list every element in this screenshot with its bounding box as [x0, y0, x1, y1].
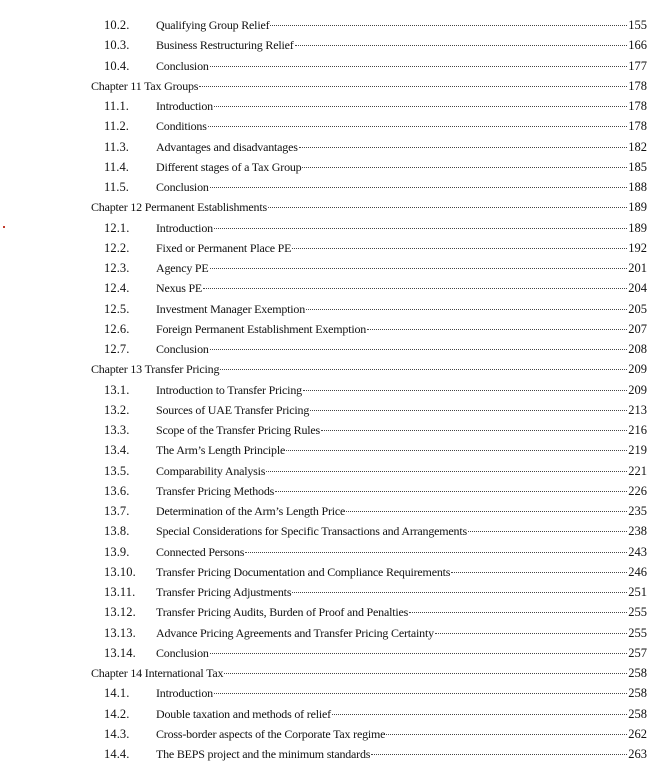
entry-line [156, 177, 647, 197]
entry-title[interactable]: Determination of the Arm’s Length Price [156, 504, 346, 518]
entry-line [156, 380, 647, 400]
section-number: 13.3. [104, 423, 130, 437]
entry-line [156, 683, 647, 703]
page-number[interactable]: 205 [628, 301, 647, 316]
entry-line [156, 96, 647, 116]
toc-section-entry[interactable] [0, 724, 655, 744]
entry-line [156, 35, 647, 55]
section-number: 11.1. [104, 99, 130, 113]
toc-section-entry[interactable] [0, 521, 655, 541]
entry-line [156, 724, 647, 744]
toc-section-entry[interactable] [0, 400, 655, 420]
entry-line [156, 542, 647, 562]
page-number[interactable]: 258 [628, 666, 647, 680]
section-number: 11.2. [104, 119, 130, 134]
toc-section-entry[interactable] [0, 704, 655, 724]
toc-section-entry[interactable] [0, 299, 655, 319]
dot-leader [303, 389, 627, 391]
entry-line [156, 238, 647, 258]
page-number[interactable]: 251 [628, 585, 647, 599]
toc-chapter-entry[interactable] [0, 663, 655, 683]
entry-line [156, 218, 647, 238]
dot-leader [468, 530, 627, 532]
toc-chapter-entry[interactable] [0, 359, 655, 379]
section-number: 13.1. [104, 382, 130, 397]
page-number[interactable]: 258 [628, 686, 647, 701]
page-number[interactable]: 209 [628, 382, 647, 397]
section-number: 13.11. [104, 585, 136, 599]
page-number[interactable]: 177 [628, 58, 647, 73]
section-number: 10.3. [104, 38, 130, 53]
toc-chapter-entry[interactable] [0, 197, 655, 217]
section-number: 13.7. [104, 504, 130, 518]
dot-leader [210, 267, 628, 269]
entry-line [156, 623, 647, 643]
dot-leader [210, 65, 628, 67]
section-number: 13.8. [104, 524, 130, 539]
entry-line [91, 197, 647, 217]
section-number: 12.5. [104, 301, 130, 316]
dot-leader [346, 510, 627, 512]
section-number: 13.10. [104, 564, 136, 579]
toc-section-entry[interactable] [0, 582, 655, 602]
entry-line [156, 481, 647, 501]
entry-line [156, 643, 647, 663]
toc-section-entry[interactable] [0, 542, 655, 562]
dot-leader [299, 146, 628, 148]
entry-line [91, 663, 647, 683]
dot-leader [310, 409, 627, 411]
dot-leader [321, 429, 627, 431]
entry-line [156, 582, 647, 602]
toc-section-entry[interactable] [0, 744, 655, 764]
dot-leader [203, 287, 627, 289]
entry-title[interactable]: Nexus PE [156, 281, 203, 296]
section-number: 14.3. [104, 726, 130, 741]
toc-section-entry[interactable] [0, 177, 655, 197]
entry-line [156, 258, 647, 278]
entry-title[interactable]: Conclusion [156, 58, 209, 73]
entry-title[interactable]: Transfer Pricing Audits, Burden of Proof and Penalties [156, 605, 409, 620]
toc-section-entry[interactable] [0, 643, 655, 663]
page-number[interactable]: 208 [628, 342, 647, 356]
entry-title[interactable]: Chapter 11 Tax Groups [91, 78, 199, 93]
entry-title[interactable]: Connected Persons [156, 544, 245, 559]
toc-section-entry[interactable] [0, 258, 655, 278]
dot-leader [214, 692, 627, 694]
section-number: 11.4. [104, 159, 130, 174]
page-number[interactable]: 182 [628, 139, 647, 154]
page-number[interactable]: 189 [628, 220, 647, 235]
entry-line [156, 521, 647, 541]
dot-leader [409, 611, 627, 613]
page-number[interactable]: 226 [628, 483, 647, 498]
entry-title[interactable]: Transfer Pricing Adjustments [156, 585, 292, 599]
section-number: 12.3. [104, 261, 130, 275]
toc-section-entry[interactable] [0, 238, 655, 258]
entry-line [91, 359, 647, 379]
entry-line [156, 299, 647, 319]
toc-section-entry[interactable] [0, 339, 655, 359]
entry-title[interactable]: Agency PE [156, 261, 209, 275]
dot-leader [386, 733, 627, 735]
entry-line [156, 319, 647, 339]
dot-leader [220, 368, 627, 370]
entry-title[interactable]: Qualifying Group Relief [156, 18, 270, 32]
dot-leader [286, 449, 627, 451]
entry-line [156, 400, 647, 420]
section-number: 11.3. [104, 139, 130, 154]
entry-line [156, 420, 647, 440]
section-number: 13.12. [104, 605, 136, 620]
dot-leader [208, 125, 628, 127]
dot-leader [451, 571, 627, 573]
toc-section-entry[interactable] [0, 481, 655, 501]
entry-title[interactable]: Double taxation and methods of relief [156, 706, 331, 721]
dot-leader [292, 247, 627, 249]
toc-section-entry[interactable] [0, 15, 655, 35]
dot-leader [266, 470, 627, 472]
toc-chapter-entry[interactable] [0, 76, 655, 96]
dot-leader [275, 490, 627, 492]
toc-section-entry[interactable] [0, 623, 655, 643]
entry-title[interactable]: Conclusion [156, 180, 209, 194]
page-number[interactable]: 185 [628, 159, 647, 174]
toc-section-entry[interactable] [0, 35, 655, 55]
toc-section-entry[interactable] [0, 683, 655, 703]
dot-leader [210, 652, 628, 654]
page-number[interactable]: 238 [628, 524, 647, 539]
entry-line [91, 76, 647, 96]
entry-title[interactable]: Scope of the Transfer Pricing Rules [156, 423, 320, 437]
toc-section-entry[interactable] [0, 319, 655, 339]
entry-title[interactable]: Investment Manager Exemption [156, 301, 306, 316]
entry-title[interactable]: Chapter 14 International Tax [91, 666, 224, 680]
entry-title[interactable]: Sources of UAE Transfer Pricing [156, 402, 310, 417]
toc-section-entry[interactable] [0, 380, 655, 400]
toc-section-entry[interactable] [0, 562, 655, 582]
page-number[interactable]: 216 [628, 423, 647, 437]
entry-line [156, 461, 647, 481]
dot-leader [210, 348, 628, 350]
section-number: 13.13. [104, 625, 136, 640]
page-number[interactable]: 221 [628, 463, 647, 478]
entry-title[interactable]: Introduction [156, 686, 213, 701]
entry-title[interactable]: Conclusion [156, 645, 209, 660]
page-number[interactable]: 192 [628, 240, 647, 255]
entry-title[interactable]: Cross-border aspects of the Corporate Tax regime [156, 726, 386, 741]
entry-title[interactable]: Conclusion [156, 342, 209, 356]
entry-title[interactable]: Foreign Permanent Establishment Exemption [156, 321, 367, 336]
entry-title[interactable]: Introduction to Transfer Pricing [156, 382, 302, 397]
stray-mark [3, 226, 5, 228]
section-number: 12.7. [104, 342, 130, 356]
dot-leader [224, 672, 627, 674]
entry-title[interactable]: Transfer Pricing Documentation and Compliance Requirements [156, 564, 451, 579]
entry-title[interactable]: Chapter 12 Permanent Establishments [91, 200, 267, 215]
table-of-contents [0, 15, 655, 764]
dot-leader [268, 206, 627, 208]
entry-title[interactable]: Special Considerations for Specific Transactions and Arrangements [156, 524, 467, 539]
page-number[interactable]: 204 [628, 281, 647, 296]
entry-title[interactable]: Introduction [156, 99, 213, 113]
dot-leader [245, 551, 627, 553]
toc-section-entry[interactable] [0, 501, 655, 521]
toc-section-entry[interactable] [0, 137, 655, 157]
page-number[interactable]: 258 [628, 706, 647, 721]
section-number: 13.6. [104, 483, 130, 498]
toc-section-entry[interactable] [0, 420, 655, 440]
entry-line [156, 15, 647, 35]
dot-leader [199, 85, 627, 87]
page-number[interactable]: 262 [628, 726, 647, 741]
entry-title[interactable]: Conditions [156, 119, 207, 134]
toc-section-entry[interactable] [0, 96, 655, 116]
entry-title[interactable]: Comparability Analysis [156, 463, 266, 478]
entry-line [156, 116, 647, 136]
page-number[interactable]: 189 [628, 200, 647, 215]
dot-leader [295, 44, 628, 46]
dot-leader [332, 713, 627, 715]
section-number: 12.1. [104, 220, 130, 235]
page-number[interactable]: 219 [628, 443, 647, 458]
page-number[interactable]: 209 [628, 362, 647, 377]
section-number: 13.4. [104, 443, 130, 458]
section-number: 13.5. [104, 463, 130, 478]
page-number[interactable]: 178 [628, 119, 647, 134]
entry-title[interactable]: Business Restructuring Relief [156, 38, 294, 53]
section-number: 12.4. [104, 281, 130, 296]
entry-line [156, 602, 647, 622]
dot-leader [435, 632, 627, 634]
dot-leader [302, 166, 627, 168]
dot-leader [292, 591, 627, 593]
page-number[interactable]: 243 [628, 544, 647, 559]
entry-line [156, 704, 647, 724]
page-number[interactable]: 257 [628, 645, 647, 660]
section-number: 13.2. [104, 402, 130, 417]
page-number[interactable]: 246 [628, 564, 647, 579]
page-number[interactable]: 155 [628, 18, 647, 32]
toc-section-entry[interactable] [0, 278, 655, 298]
entry-line [156, 56, 647, 76]
dot-leader [306, 308, 627, 310]
entry-title[interactable]: The BEPS project and the minimum standards [156, 747, 371, 761]
section-number: 14.2. [104, 706, 130, 721]
entry-line [156, 339, 647, 359]
section-number: 13.14. [104, 645, 136, 660]
entry-line [156, 157, 647, 177]
section-number: 10.2. [104, 18, 130, 32]
section-number: 12.6. [104, 321, 130, 336]
dot-leader [371, 753, 627, 755]
page-number[interactable]: 166 [628, 38, 647, 53]
section-number: 14.4. [104, 747, 130, 761]
page-number[interactable]: 178 [628, 78, 647, 93]
toc-section-entry[interactable] [0, 157, 655, 177]
toc-section-entry[interactable] [0, 56, 655, 76]
entry-line [156, 440, 647, 460]
toc-section-entry[interactable] [0, 461, 655, 481]
entry-title[interactable]: Advance Pricing Agreements and Transfer Pricing Certainty [156, 625, 434, 640]
entry-title[interactable]: Different stages of a Tax Group [156, 159, 302, 174]
page-number[interactable]: 235 [628, 504, 647, 518]
section-number: 11.5. [104, 180, 130, 194]
toc-section-entry[interactable] [0, 116, 655, 136]
entry-title[interactable]: The Arm’s Length Principle [156, 443, 286, 458]
page-number[interactable]: 255 [628, 625, 647, 640]
entry-line [156, 137, 647, 157]
section-number: 12.2. [104, 240, 130, 255]
page-number[interactable]: 213 [628, 402, 647, 417]
section-number: 10.4. [104, 58, 130, 73]
entry-line [156, 562, 647, 582]
dot-leader [210, 186, 628, 188]
entry-line [156, 501, 647, 521]
page-number[interactable]: 201 [628, 261, 647, 275]
entry-title[interactable]: Introduction [156, 220, 213, 235]
entry-line [156, 744, 647, 764]
page-number[interactable]: 255 [628, 605, 647, 620]
entry-title[interactable]: Transfer Pricing Methods [156, 483, 275, 498]
entry-title[interactable]: Chapter 13 Transfer Pricing [91, 362, 220, 377]
page-number[interactable]: 178 [628, 99, 647, 113]
toc-section-entry[interactable] [0, 218, 655, 238]
page-number[interactable]: 263 [628, 747, 647, 761]
section-number: 13.9. [104, 544, 130, 559]
dot-leader [214, 105, 627, 107]
entry-line [156, 278, 647, 298]
dot-leader [270, 24, 627, 26]
dot-leader [214, 227, 627, 229]
entry-title[interactable]: Fixed or Permanent Place PE [156, 240, 292, 255]
dot-leader [367, 328, 627, 330]
page-number[interactable]: 188 [628, 180, 647, 194]
toc-section-entry[interactable] [0, 602, 655, 622]
page-number[interactable]: 207 [628, 321, 647, 336]
section-number: 14.1. [104, 686, 130, 701]
toc-section-entry[interactable] [0, 440, 655, 460]
entry-title[interactable]: Advantages and disadvantages [156, 139, 298, 154]
